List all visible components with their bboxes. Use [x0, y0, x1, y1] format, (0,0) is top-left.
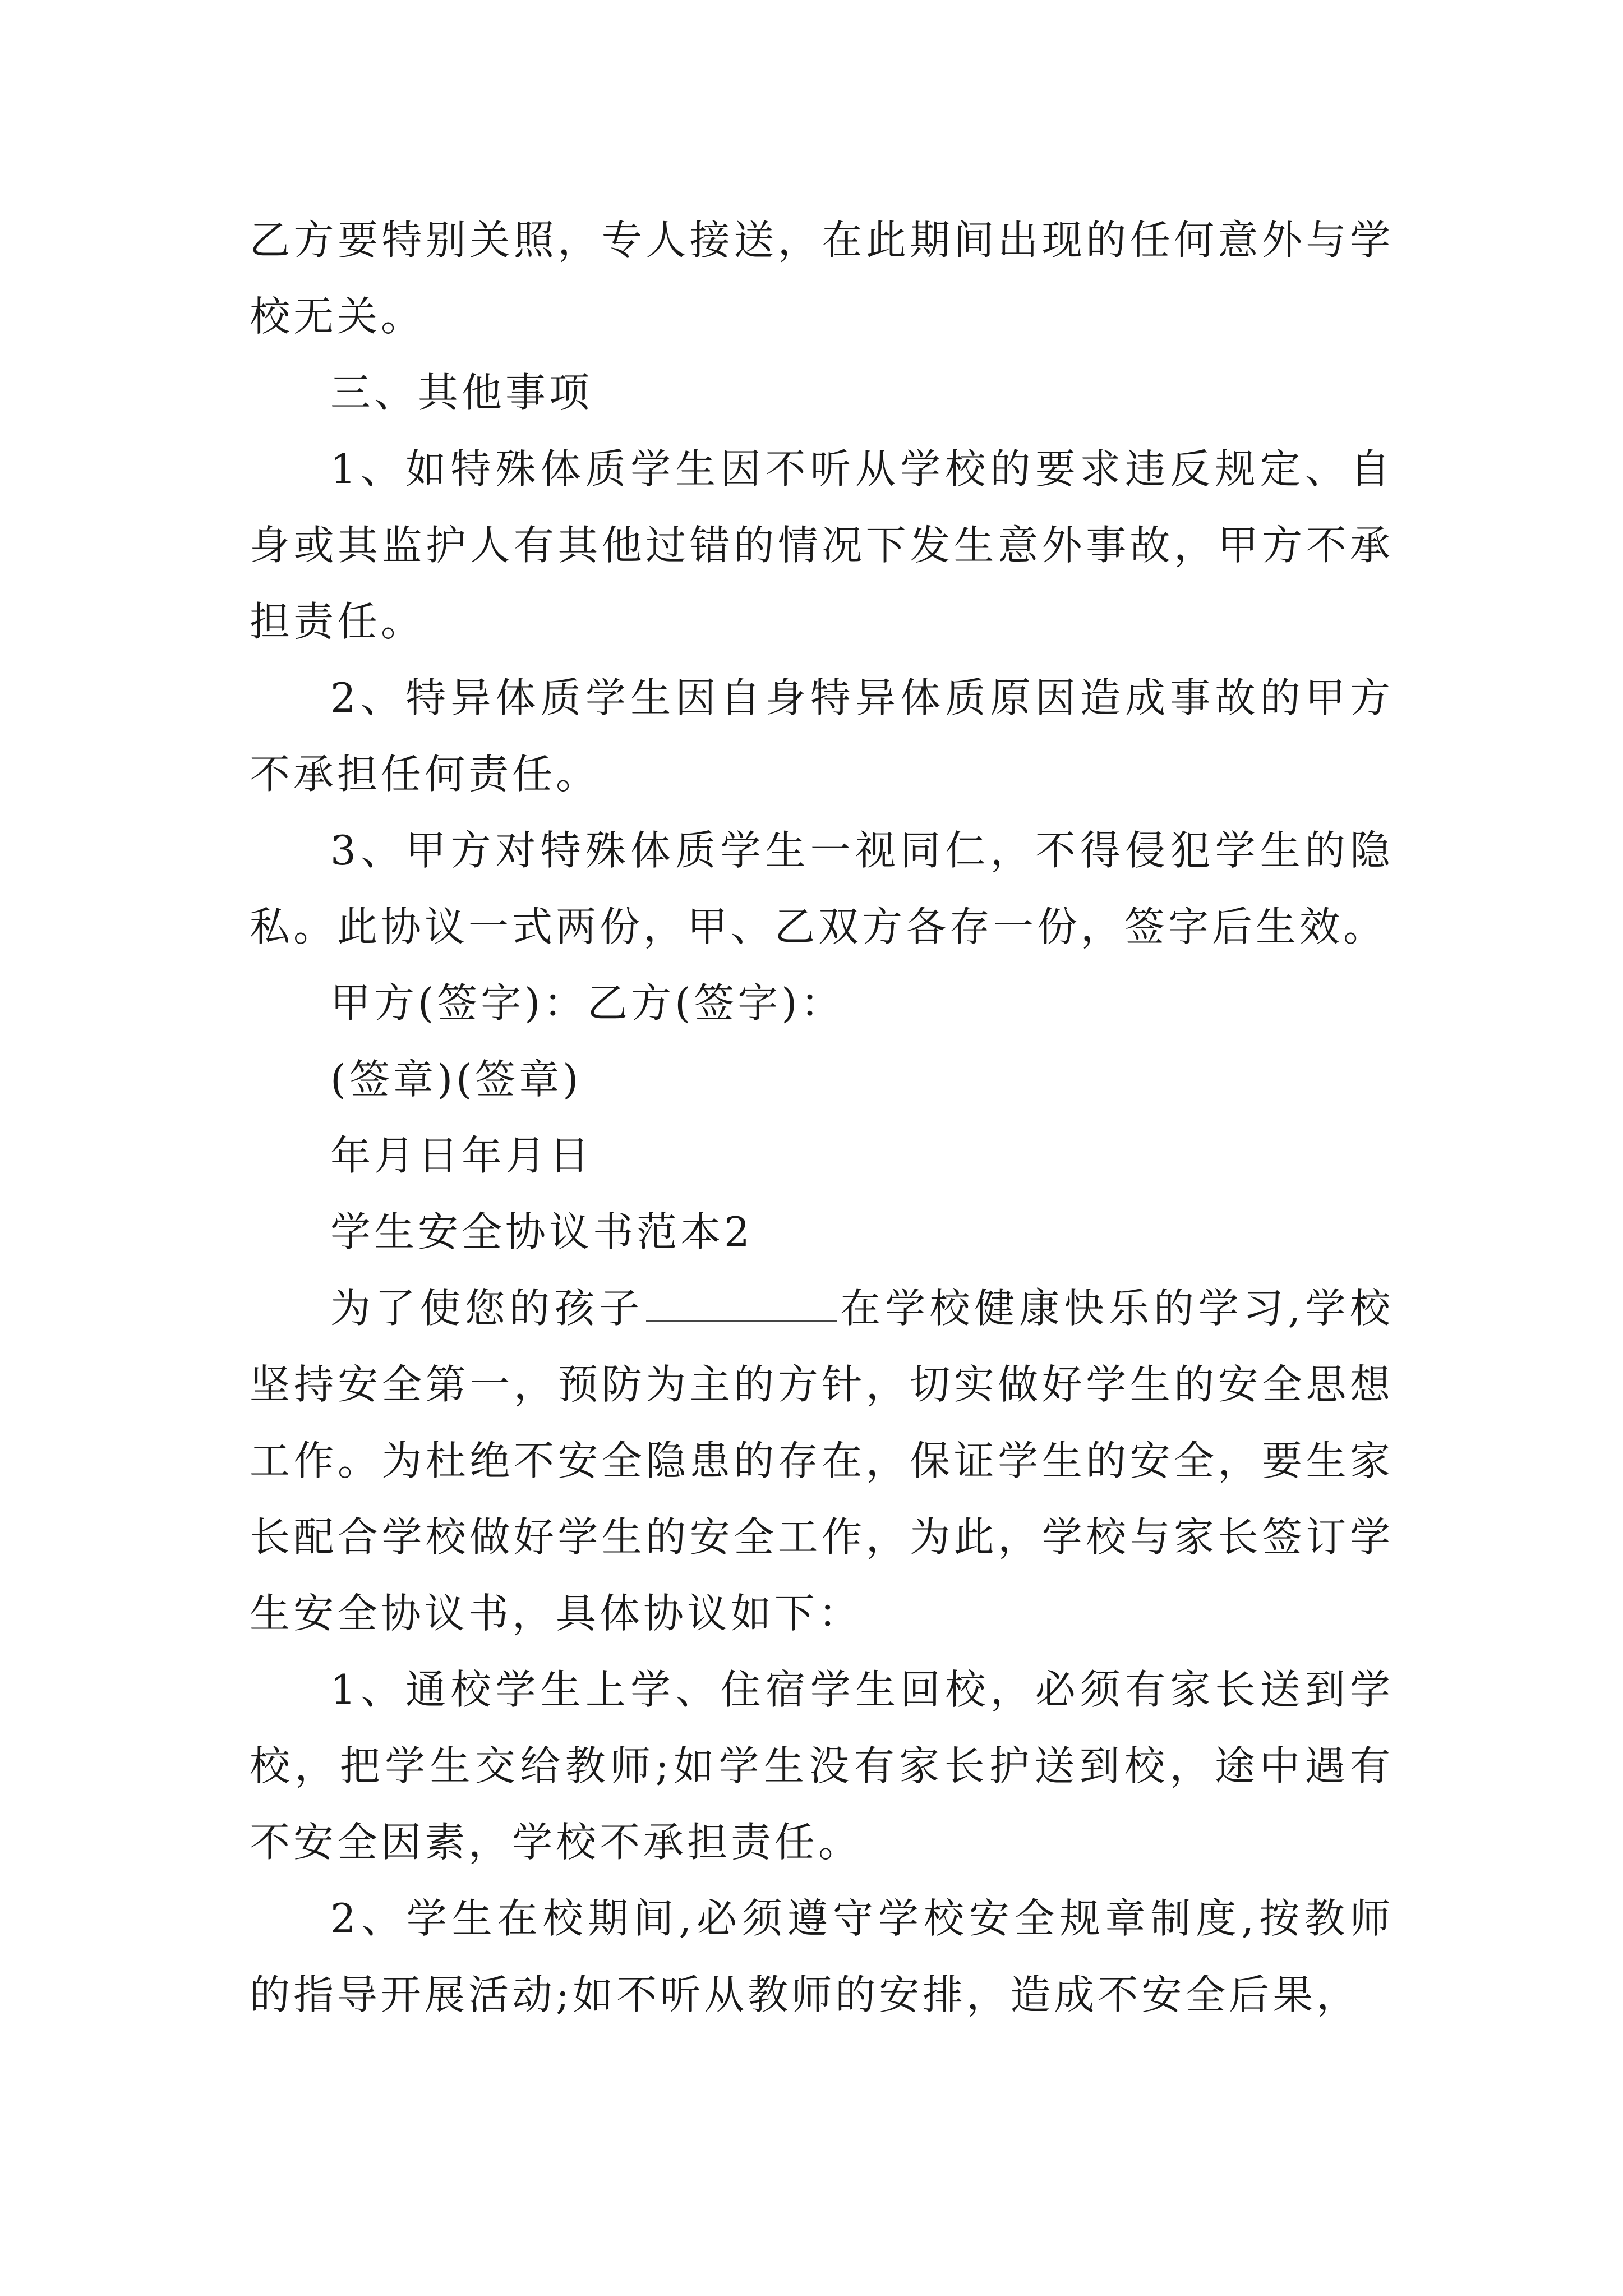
- s2-clause-2: 2、学生在校期间,必须遵守学校安全规章制度,按教师的指导开展活动;如不听从教师的安排，造成不安全后果，: [250, 1895, 1394, 2018]
- signature-line: 甲方(签字)：乙方(签字)：: [330, 979, 845, 1027]
- s2-clause-1: 1、通校学生上学、住宿学生回校，必须有家长送到学校，把学生交给教师;如学生没有家长护送到校，途中遇有不安全因素，学校不承担责任。: [250, 1666, 1394, 1866]
- date-line: 年月日年月日: [330, 1132, 593, 1179]
- clause-1: 1、如特殊体质学生因不听从学校的要求违反规定、自身或其监护人有其他过错的情况下发生意外事故，甲方不承担责任。: [250, 445, 1394, 645]
- sample-title: 学生安全协议书范本2: [330, 1208, 753, 1255]
- clause-2: 2、特异体质学生因自身特异体质原因造成事故的甲方不承担任何责任。: [250, 674, 1394, 798]
- intro-paragraph: [250, 1270, 1394, 1651]
- intro-before-blank: 为了使您的孩子: [330, 1285, 644, 1332]
- seal-line: (签章)(签章): [330, 1056, 582, 1103]
- intro-after-blank: 在学校健康快乐的学习,学校坚持安全第一，预防为主的方针，切实做好学生的安全思想工作。为杜绝不安全隐患的存在，保证学生的安全，要生家长配合学校做好学生的安全工作，为此，学校与家长签订学生安全协议书，具体协议如下：: [250, 1285, 1394, 1637]
- document-body: [250, 202, 1394, 2033]
- clause-3: 3、甲方对特殊体质学生一视同仁，不得侵犯学生的隐私。此协议一式两份，甲、乙双方各存一份，签字后生效。: [250, 827, 1394, 950]
- child-name-blank: [646, 1287, 837, 1322]
- section-heading: 三、其他事项: [330, 369, 593, 416]
- continuation-paragraph: 乙方要特别关照，专人接送，在此期间出现的任何意外与学校无关。: [250, 217, 1394, 340]
